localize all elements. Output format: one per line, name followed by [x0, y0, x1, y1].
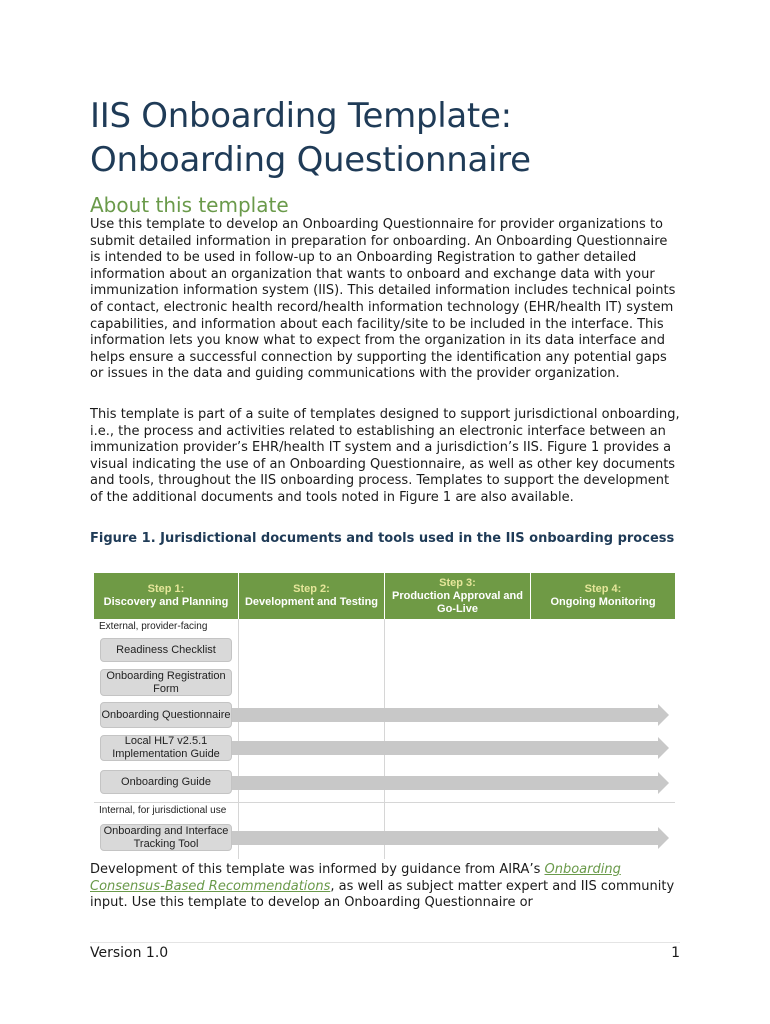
guidance-paragraph — [90, 862, 680, 912]
step-2 — [239, 573, 384, 619]
consensus-recommendations-link[interactable]: Onboarding Consensus-Based Recommendations — [90, 862, 621, 894]
arrow-onboarding-guide — [232, 772, 670, 794]
doc-local-hl7-implementation-guide: Local HL7 v2.5.1 Implementation Guide — [100, 735, 232, 761]
step-3-name: Production Approval and Go-Live — [392, 589, 523, 615]
step-2-number: Step 2: — [293, 583, 330, 595]
step-3-number: Step 3: — [439, 576, 476, 589]
doc-onboarding-interface-tracking-tool: Onboarding and Interface Tracking Tool — [100, 824, 232, 851]
step-4-name: Ongoing Monitoring — [550, 596, 656, 608]
header-divider — [384, 573, 385, 619]
arrow-tracking-tool — [232, 827, 670, 849]
arrow-questionnaire — [232, 704, 670, 726]
step-1-number: Step 1: — [147, 583, 185, 595]
onboarding-process-figure — [94, 573, 675, 859]
guidance-text-after: , as well as subject matter expert and IIS community input. Use this template to develop an Onboarding Questionnaire or — [90, 878, 675, 911]
figure-separator — [94, 802, 675, 803]
footer-version: Version 1.0 — [90, 945, 169, 961]
step-1-name: Discovery and Planning — [103, 596, 229, 608]
arrow-hl7-guide — [232, 737, 670, 759]
step-4-number: Step 4: — [584, 583, 622, 595]
footer-divider — [90, 942, 680, 943]
external-label: External, provider-facing — [99, 621, 208, 632]
doc-readiness-checklist: Readiness Checklist — [100, 638, 232, 662]
step-1 — [94, 573, 238, 619]
step-4 — [531, 573, 675, 619]
title-line-1: IIS Onboarding Template: — [90, 96, 512, 136]
title-line-2: Onboarding Questionnaire — [90, 140, 531, 180]
step-2-name: Development and Testing — [244, 596, 379, 608]
intro-paragraph: Use this template to develop an Onboarding Questionnaire for provider organizations to submit detailed information in preparation for onboarding. An Onboarding Questionnaire is intended to be used in follow-up to an Onboarding Registration to gather detailed information about an organization that wants to onboard and exchange data with your immunization information system (IIS). This detailed information includes technical points of contact, electronic health record/health information technology (EHR/health IT) system capabilities, and information about each facility/site to be included in the interface. This information lets you know what to expect from the organization in its data interface and helps ensure a successful connection by supporting the identification any potential gaps or issues in the data and guiding communications with the provider organization. — [90, 217, 676, 382]
suite-paragraph: This template is part of a suite of templates designed to support jurisdictional onboarding, i.e., the process and activities related to establishing an electronic interface between an immunization provider’s EHR/health IT system and a jurisdiction’s IIS. Figure 1 provides a visual indicating the use of an Onboarding Questionnaire, as well as other key documents and tools, throughout the IIS onboarding process. Templates to support the development of the additional documents and tools noted in Figure 1 are also available. — [90, 407, 680, 505]
internal-label: Internal, for jurisdictional use — [99, 805, 227, 816]
doc-onboarding-registration-form: Onboarding Registration Form — [100, 669, 232, 696]
figure-caption: Figure 1. Jurisdictional documents and tools used in the IIS onboarding process — [90, 531, 675, 546]
step-3 — [385, 573, 530, 619]
page-number: 1 — [671, 945, 680, 961]
about-heading: About this template — [90, 193, 289, 217]
doc-onboarding-guide: Onboarding Guide — [100, 770, 232, 794]
page-title — [90, 94, 710, 182]
doc-onboarding-questionnaire: Onboarding Questionnaire — [100, 702, 232, 728]
header-divider — [238, 573, 239, 619]
header-divider — [530, 573, 531, 619]
guidance-text-before: Development of this template was informed by guidance from AIRA’s — [90, 862, 545, 877]
